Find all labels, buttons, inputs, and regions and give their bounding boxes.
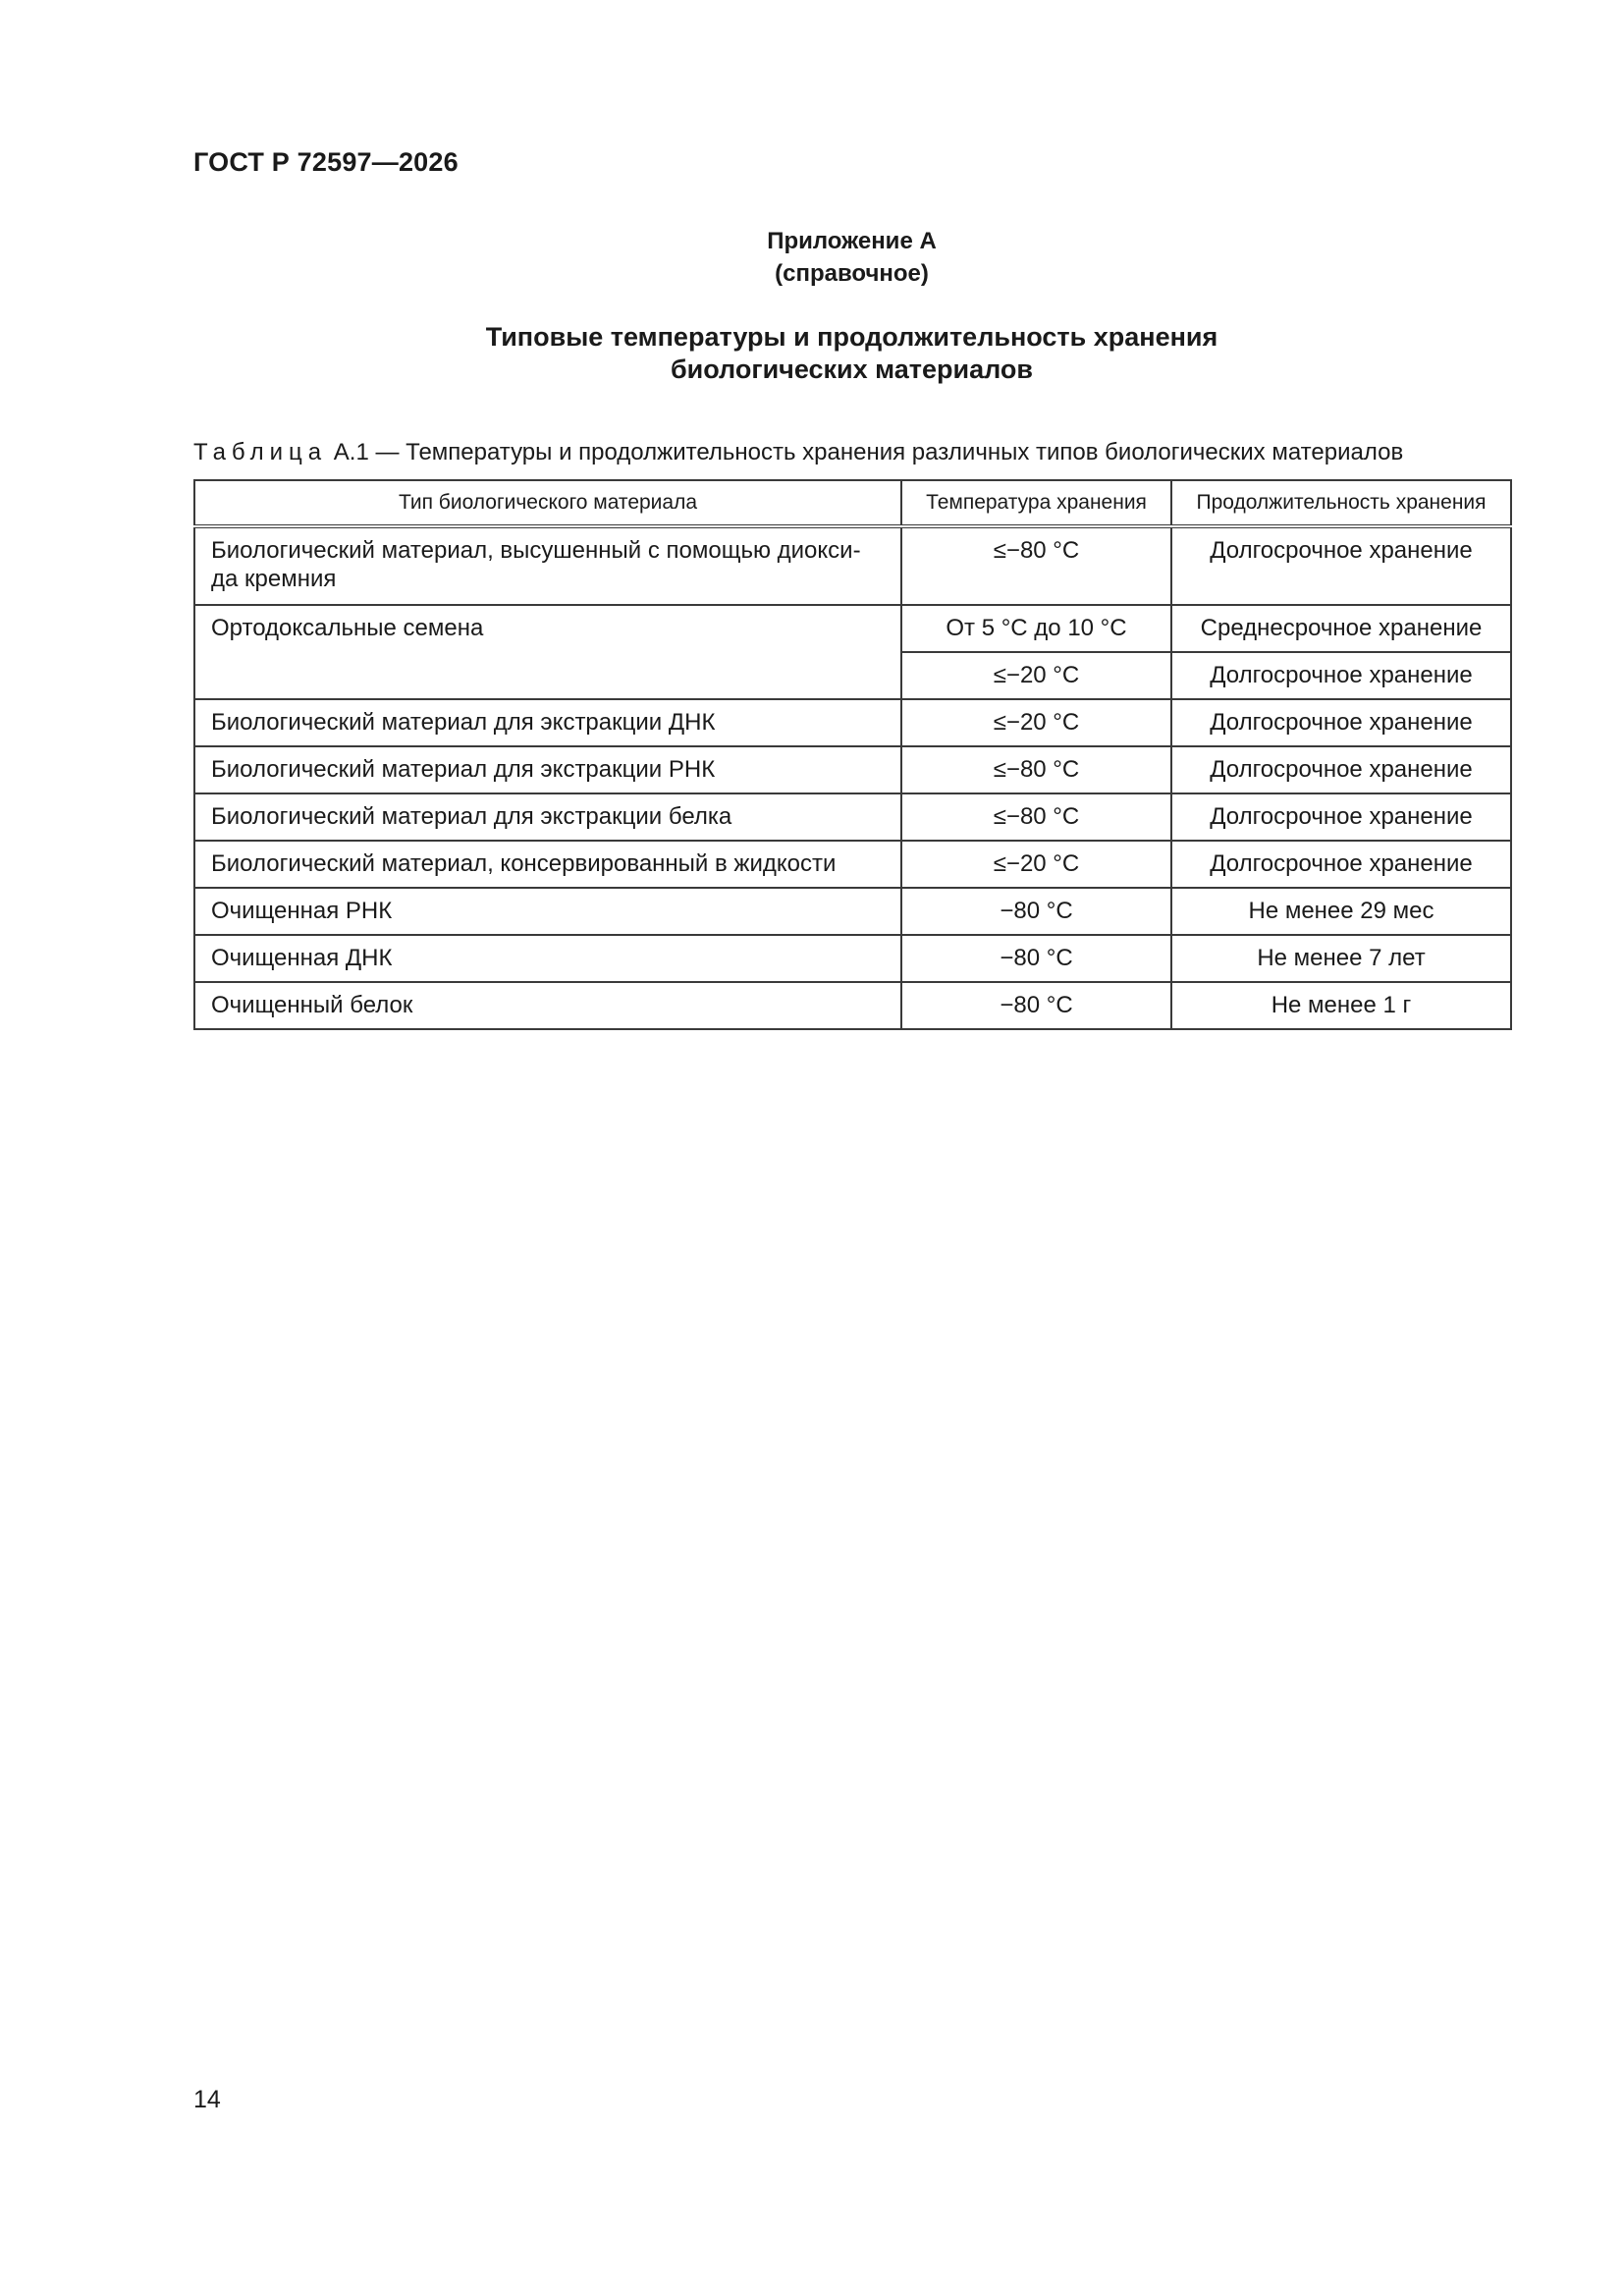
cell-duration: Долгосрочное хранение: [1171, 746, 1511, 793]
cell-duration: Не менее 7 лет: [1171, 935, 1511, 982]
cell-duration: Долгосрочное хранение: [1171, 652, 1511, 699]
cell-material: Ортодоксальные семена: [194, 605, 901, 699]
table-row: [194, 793, 1511, 841]
cell-material-line-2: да кремния: [211, 566, 337, 592]
cell-material: Биологический материал, консервированный в жидкости: [194, 841, 901, 888]
table-row: [194, 888, 1511, 935]
cell-material: Биологический материал для экстракции ДНК: [194, 699, 901, 746]
cell-material: Очищенная ДНК: [194, 935, 901, 982]
table-row: [194, 605, 1511, 652]
table-header-row: [194, 480, 1511, 526]
cell-temperature: ≤−80 °C: [901, 526, 1171, 605]
cell-material: Очищенная РНК: [194, 888, 901, 935]
cell-duration: Долгосрочное хранение: [1171, 699, 1511, 746]
cell-material: [194, 526, 901, 605]
header-temperature: Температура хранения: [901, 480, 1171, 526]
header-material: Тип биологического материала: [194, 480, 901, 526]
cell-material-line-1: Биологический материал, высушенный с помощью диокси-: [211, 537, 861, 564]
section-title-line-2: биологических материалов: [670, 355, 1034, 384]
table-caption-prefix: Таблица: [193, 439, 328, 465]
table-row: [194, 982, 1511, 1029]
cell-duration: Не менее 29 мес: [1171, 888, 1511, 935]
cell-temperature: ≤−20 °C: [901, 841, 1171, 888]
section-title-line-1: Типовые температуры и продолжительность хранения: [485, 322, 1218, 352]
cell-duration: Среднесрочное хранение: [1171, 605, 1511, 652]
cell-duration: Долгосрочное хранение: [1171, 526, 1511, 605]
page-number: 14: [193, 2086, 221, 2113]
table-row: [194, 746, 1511, 793]
cell-material: Биологический материал для экстракции РНК: [194, 746, 901, 793]
storage-table: [193, 479, 1512, 1030]
cell-duration: Долгосрочное хранение: [1171, 841, 1511, 888]
cell-temperature: ≤−20 °C: [901, 699, 1171, 746]
table-row: [194, 935, 1511, 982]
cell-material: Очищенный белок: [194, 982, 901, 1029]
cell-temperature: От 5 °C до 10 °C: [901, 605, 1171, 652]
cell-temperature: −80 °C: [901, 982, 1171, 1029]
table-row: [194, 699, 1511, 746]
table-caption: [193, 439, 1403, 466]
document-code: ГОСТ Р 72597—2026: [193, 147, 459, 177]
table-row: [194, 841, 1511, 888]
cell-temperature: ≤−80 °C: [901, 746, 1171, 793]
cell-material: Биологический материал для экстракции белка: [194, 793, 901, 841]
appendix-title: Приложение А: [767, 228, 937, 254]
cell-temperature: ≤−20 °C: [901, 652, 1171, 699]
header-duration: Продолжительность хранения: [1171, 480, 1511, 526]
cell-duration: Не менее 1 г: [1171, 982, 1511, 1029]
cell-temperature: −80 °C: [901, 935, 1171, 982]
cell-temperature: −80 °C: [901, 888, 1171, 935]
table-row: [194, 526, 1511, 605]
appendix-kind: (справочное): [775, 260, 929, 287]
cell-duration: Долгосрочное хранение: [1171, 793, 1511, 841]
table-caption-text: А.1 — Температуры и продолжительность хранения различных типов биологических материалов: [327, 439, 1404, 465]
cell-temperature: ≤−80 °C: [901, 793, 1171, 841]
